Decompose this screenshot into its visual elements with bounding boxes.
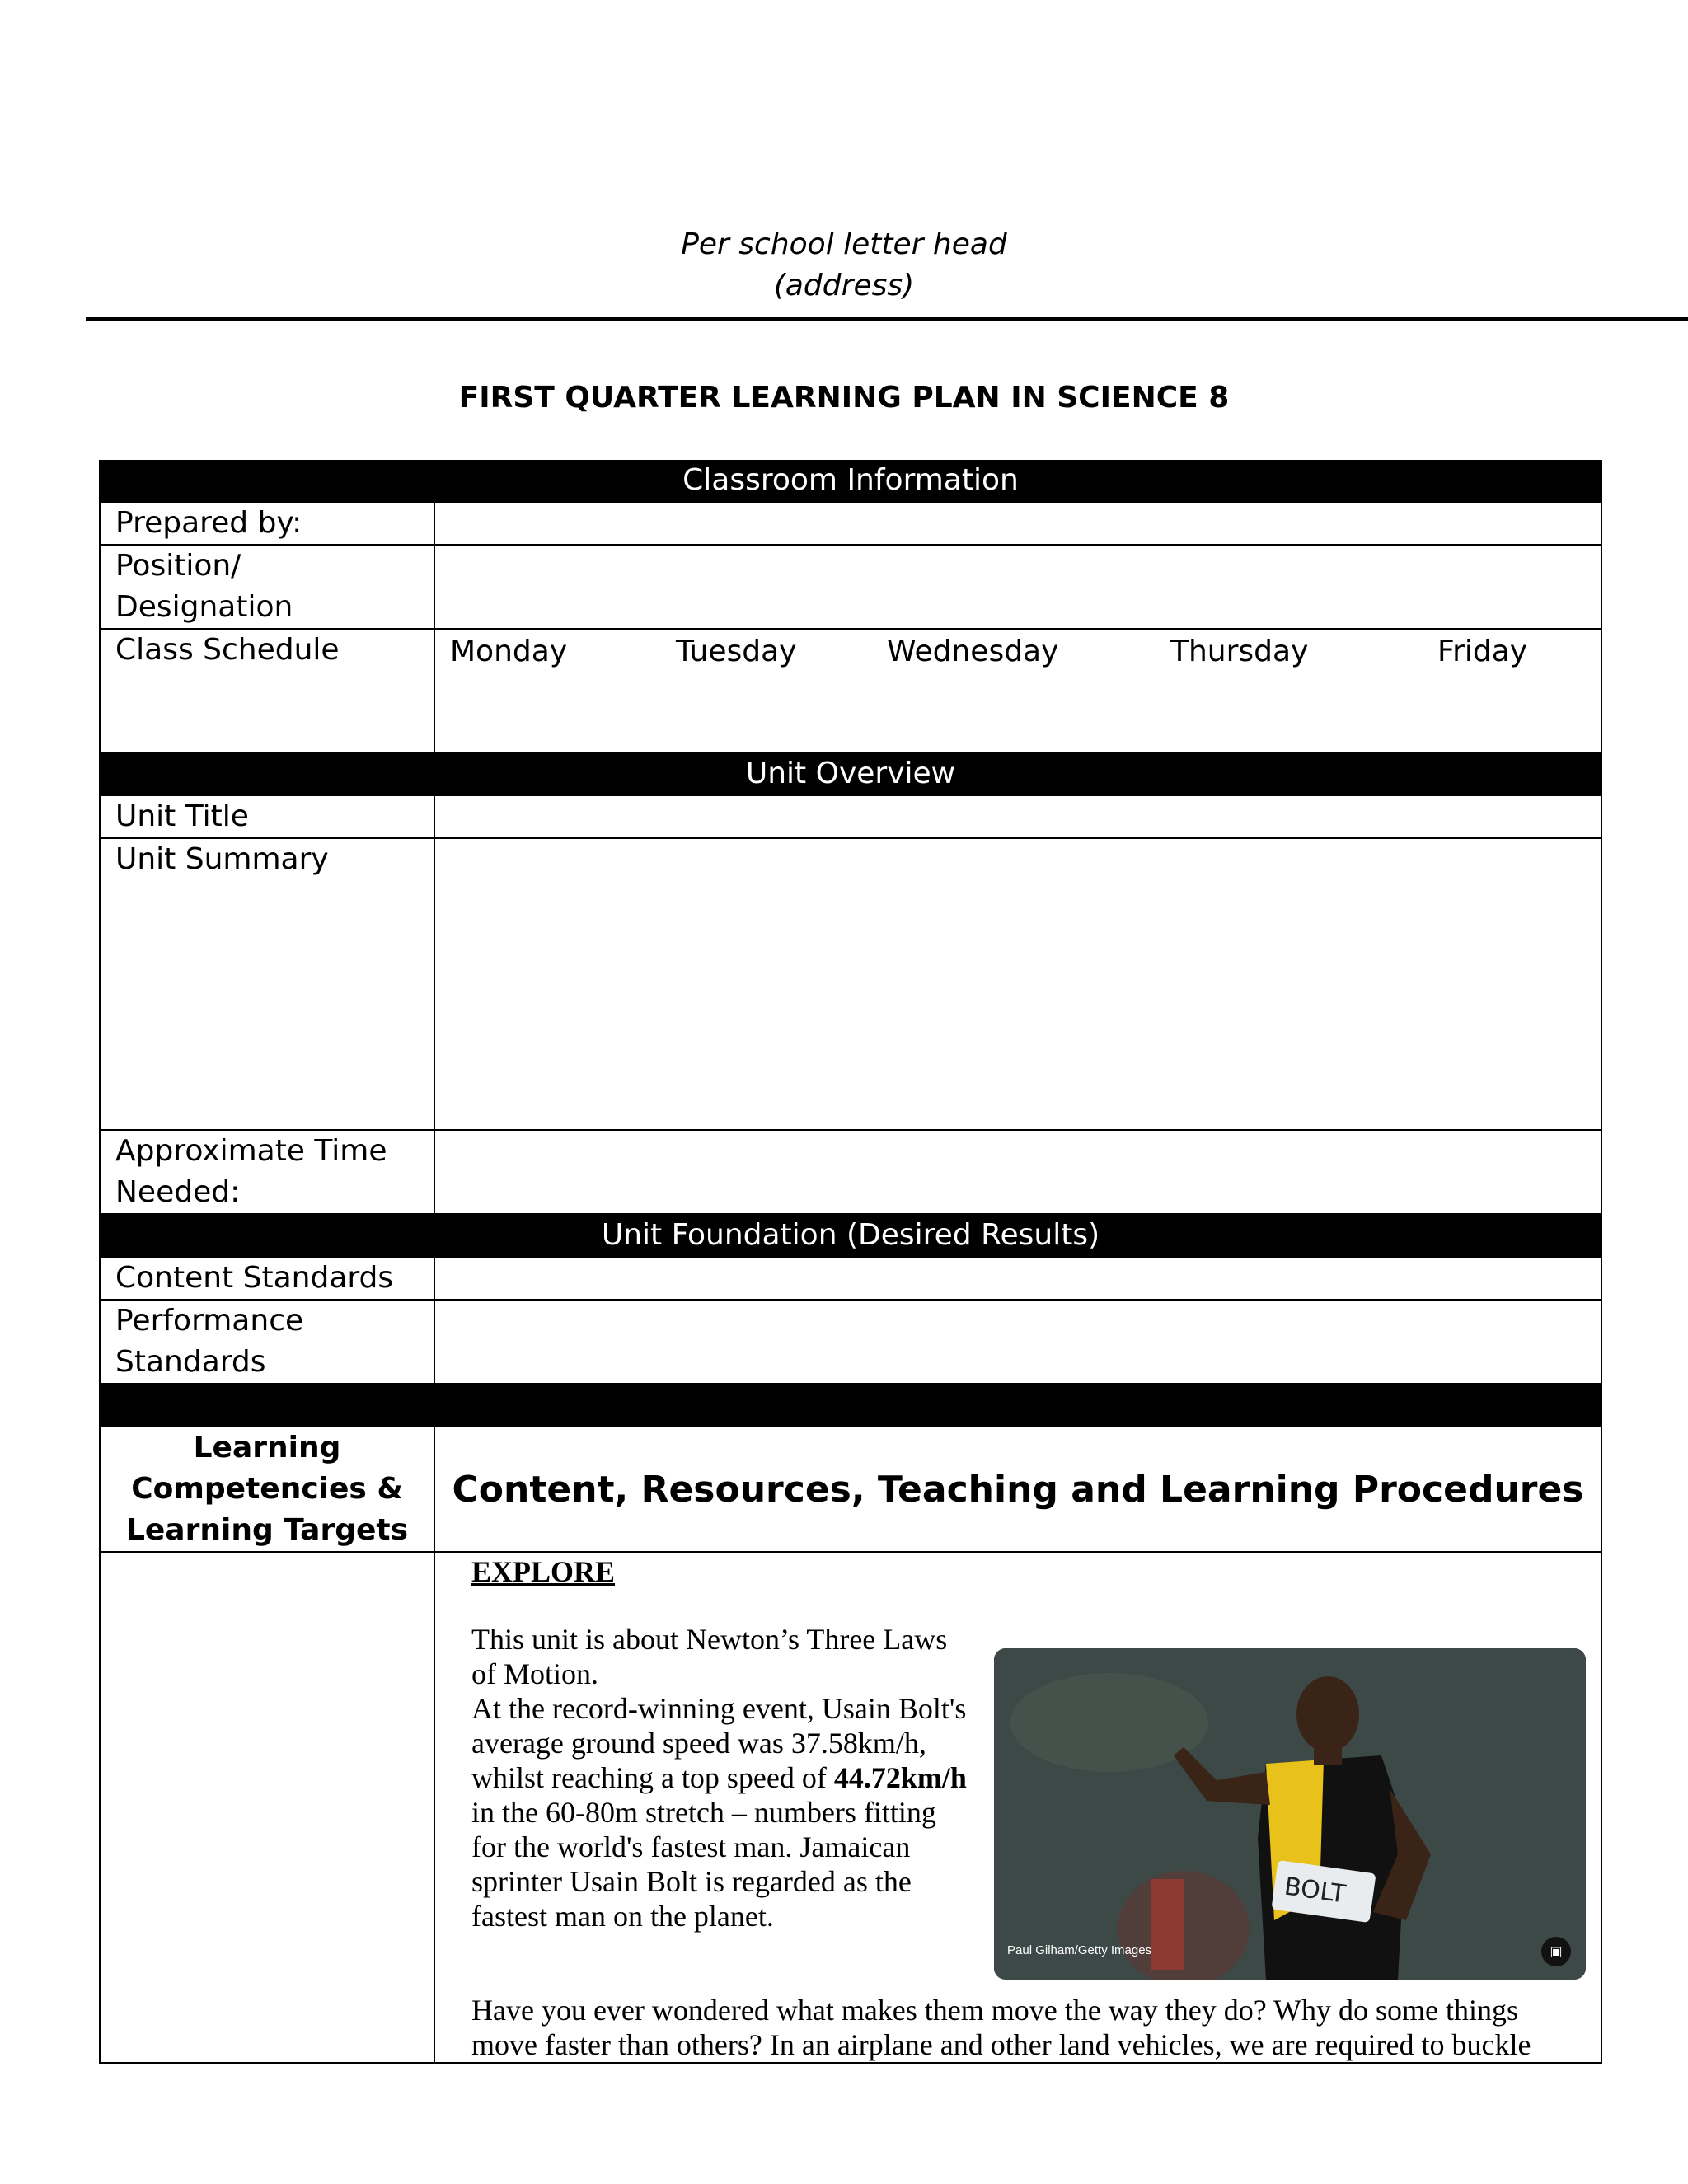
- class-schedule-row: [99, 630, 1602, 753]
- class-schedule-label: Class Schedule: [101, 630, 435, 752]
- position-label-line-2: Designation: [115, 590, 293, 624]
- day-tuesday: Tuesday: [676, 635, 797, 668]
- unit-title-label: Unit Title: [101, 796, 435, 837]
- procedures-header-row: [99, 1427, 1602, 1553]
- position-value[interactable]: [435, 546, 1601, 628]
- explore-paragraph-2: Have you ever wondered what makes them move the way they do? Why do some things move faster than others? In an airplane and other land vehicles, we are required to buckle: [471, 1994, 1531, 2061]
- unit-title-value[interactable]: [435, 796, 1601, 837]
- prepared-by-label: Prepared by:: [101, 503, 435, 544]
- unit-summary-row: [99, 839, 1602, 1131]
- competencies-header: [101, 1427, 435, 1551]
- performance-line-1: Performance: [115, 1304, 304, 1338]
- position-row: [99, 546, 1602, 630]
- competencies-line-1: Learning: [193, 1431, 341, 1465]
- unit-summary-label: Unit Summary: [101, 839, 435, 1129]
- position-label: [101, 546, 435, 628]
- explore-bolt-text: [471, 1691, 974, 1933]
- performance-standards-label: [101, 1301, 435, 1383]
- unit-title-row: [99, 796, 1602, 839]
- explore-heading: EXPLORE: [471, 1555, 616, 1588]
- approx-time-row: [99, 1131, 1602, 1215]
- explore-paragraph-1: [471, 1622, 974, 1933]
- bolt-text-start: At the record-winning event, Usain Bolt's average ground speed was 37.58km/h, whilst reaching a top speed of: [471, 1692, 967, 1794]
- explore-row: [99, 1553, 1602, 2064]
- approx-time-value[interactable]: [435, 1131, 1601, 1213]
- bolt-top-speed: 44.72km/h: [833, 1761, 967, 1794]
- competencies-line-3: Learning Targets: [125, 1513, 409, 1547]
- unit-overview-header: Unit Overview: [99, 753, 1602, 796]
- unit-foundation-header: Unit Foundation (Desired Results): [99, 1215, 1602, 1258]
- letterhead-address: (address): [773, 269, 915, 302]
- schedule-days: [435, 630, 1601, 752]
- day-thursday: Thursday: [1170, 635, 1309, 668]
- approx-time-line-2: Needed:: [115, 1175, 241, 1209]
- day-friday: Friday: [1437, 635, 1528, 668]
- photo-credit: Paul Gilham/Getty Images: [1007, 1943, 1152, 1957]
- position-label-line-1: Position/: [115, 549, 241, 583]
- bib-label: BOLT: [1282, 1872, 1348, 1910]
- day-wednesday: Wednesday: [887, 635, 1059, 668]
- sprinter-illustration: [994, 1648, 1586, 1980]
- explore-cell: [435, 1553, 1601, 2062]
- usain-bolt-photo: [994, 1648, 1586, 1980]
- blank-header-band: [99, 1385, 1602, 1427]
- prepared-by-row: [99, 503, 1602, 546]
- explore-intro: This unit is about Newton’s Three Laws of Motion.: [471, 1623, 948, 1690]
- content-standards-row: [99, 1258, 1602, 1301]
- document-title: FIRST QUARTER LEARNING PLAN IN SCIENCE 8: [458, 381, 1230, 415]
- performance-standards-row: [99, 1301, 1602, 1385]
- approx-time-label: [101, 1131, 435, 1213]
- image-icon[interactable]: ▣: [1541, 1937, 1571, 1966]
- unit-summary-value[interactable]: [435, 839, 1601, 1129]
- letterhead: [0, 224, 1688, 307]
- letterhead-line-1: Per school letter head: [681, 227, 1007, 261]
- competencies-line-2: Competencies &: [131, 1472, 403, 1506]
- letterhead-rule: [86, 317, 1688, 321]
- content-standards-value[interactable]: [435, 1258, 1601, 1299]
- content-standards-label: Content Standards: [101, 1258, 435, 1299]
- classroom-info-header: Classroom Information: [99, 460, 1602, 503]
- prepared-by-value[interactable]: [435, 503, 1601, 544]
- competencies-cell[interactable]: [101, 1553, 435, 2062]
- approx-time-line-1: Approximate Time: [115, 1134, 387, 1168]
- bolt-text-end: in the 60-80m stretch – numbers fitting for the world's fastest man. Jamaican sprinter Usain Bolt is regarded as the fastest man on the planet.: [471, 1796, 936, 1933]
- day-monday: Monday: [450, 635, 568, 668]
- performance-line-2: Standards: [115, 1345, 266, 1379]
- performance-standards-value[interactable]: [435, 1301, 1601, 1383]
- procedures-header: Content, Resources, Teaching and Learning Procedures: [452, 1468, 1584, 1511]
